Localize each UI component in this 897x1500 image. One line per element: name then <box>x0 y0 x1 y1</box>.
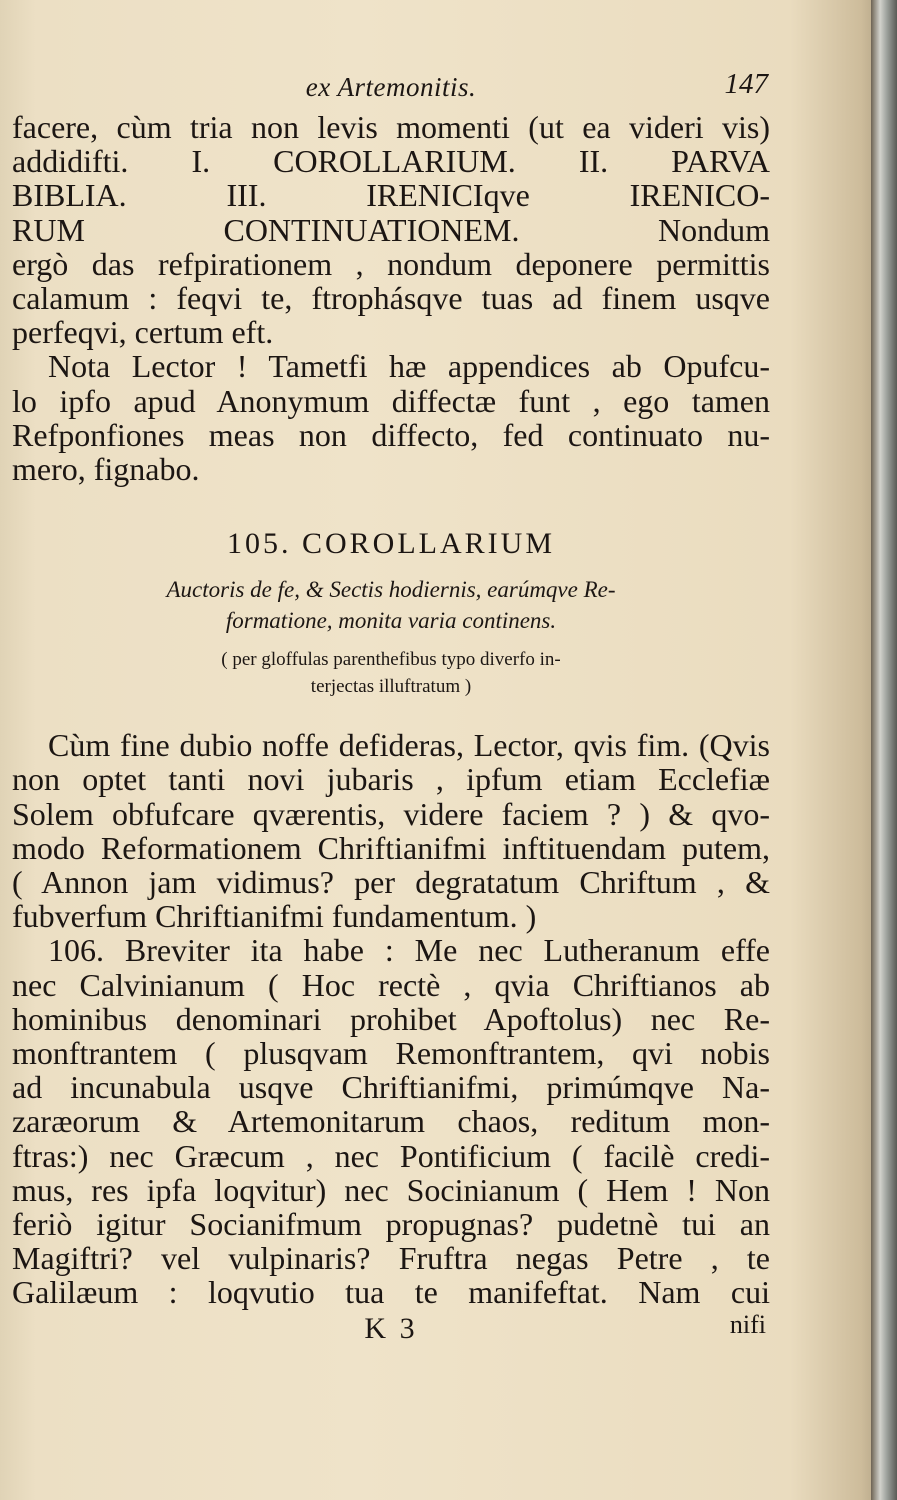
text-line: mus, res ipfa loqvitur) nec Socinianum ( Hem ! Non <box>12 1171 770 1208</box>
section-heading: 105. COROLLARIUM <box>226 527 555 561</box>
text-line: BIBLIA. III. IRENICIqve IRENICO- <box>12 177 770 214</box>
text-line: fubverfum Chriftianifmi fundamentum. ) <box>12 898 537 935</box>
text-line: Nota Lector ! Tametfi hæ appendices ab Opufcu- <box>48 348 770 385</box>
page-footer <box>12 1309 770 1352</box>
text-line: calamum : feqvi te, ftrophásqve tuas ad finem usqve <box>12 280 770 317</box>
text-line: mero, fignabo. <box>12 451 200 488</box>
spacer <box>12 700 770 728</box>
text-line: feriò igitur Socianifmum propugnas? pudetnè tui an <box>12 1206 770 1243</box>
section-subtitle: Auctoris de fe, & Sectis hodiernis, earúmqve Re- <box>166 577 616 603</box>
text-line: RUM CONTINUATIONEM. Nondum <box>12 211 770 248</box>
text-line: zaræorum & Artemonitarum chaos, reditum mon- <box>12 1103 770 1140</box>
book-edge <box>871 0 897 1500</box>
text-line: facere, cùm tria non levis momenti (ut ea videri vis) <box>12 109 770 145</box>
spacer <box>12 564 770 574</box>
section-subtitle: formatione, monita varia continens. <box>225 608 557 634</box>
book-page <box>12 66 770 1352</box>
text-line: ftras:) nec Græcum , nec Pontificium ( facilè credi- <box>12 1137 770 1174</box>
text-line: Magiftri? vel vulpinaris? Fruftra negas Petre , te <box>12 1240 770 1277</box>
running-title: ex Artemonitis. <box>305 72 477 102</box>
text-line: Galilæum : loqvutio tua te manifeftat. Nam cui <box>12 1274 770 1311</box>
text-line: 106. Breviter ita habe : Me nec Lutheranum effe <box>48 932 770 969</box>
text-line: Solem obfufcare qværentis, videre faciem ? ) & qvo- <box>12 795 770 832</box>
text-line: lo ipfo apud Anonymum diffectæ funt , ego tamen <box>12 382 770 419</box>
text-line: Refponfiones meas non diffecto, fed continuato nu- <box>12 416 770 453</box>
text-line: ad incunabula usqve Chriftianifmi, primúmqve Na- <box>12 1069 770 1106</box>
text-line: modo Reformationem Chriftianifmi inftituendam putem, <box>12 829 770 866</box>
section-note: ( per gloffulas parenthefibus typo diverfo in- <box>221 649 561 671</box>
text-line: non optet tanti novi jubaris , ipfum etiam Ecclefiæ <box>12 761 770 798</box>
text-line: nec Calvinianum ( Hoc rectè , qvia Chriftianos ab <box>12 966 770 1003</box>
running-head <box>12 66 770 110</box>
text-line: monftrantem ( plusqvam Remonftrantem, qvi nobis <box>12 1035 770 1072</box>
page-number: 147 <box>724 68 768 100</box>
paragraph-105 <box>12 728 770 933</box>
spacer <box>12 636 770 646</box>
text-line: Cùm fine dubio noffe defideras, Lector, qvis fim. (Qvis <box>48 727 770 764</box>
text-line: addidifti. I. COROLLARIUM. II. PARVA <box>12 143 770 180</box>
text-line: perfeqvi, certum eft. <box>12 314 274 351</box>
text-line: ( Annon jam vidimus? per degratatum Chriftum , & <box>12 864 770 901</box>
paragraph-106 <box>12 933 770 1309</box>
nota-paragraph <box>12 349 770 486</box>
intro-paragraph <box>12 110 770 349</box>
text-line: ergò das refpirationem , nondum deponere permittis <box>12 245 770 282</box>
section-note: terjectas illuftratum ) <box>310 676 472 698</box>
text-line: hominibus denominari prohibet Apoftolus) nec Re- <box>12 1000 770 1037</box>
catchword: nifi <box>729 1309 766 1339</box>
signature-mark: K 3 <box>364 1311 418 1345</box>
spacer <box>12 486 770 524</box>
